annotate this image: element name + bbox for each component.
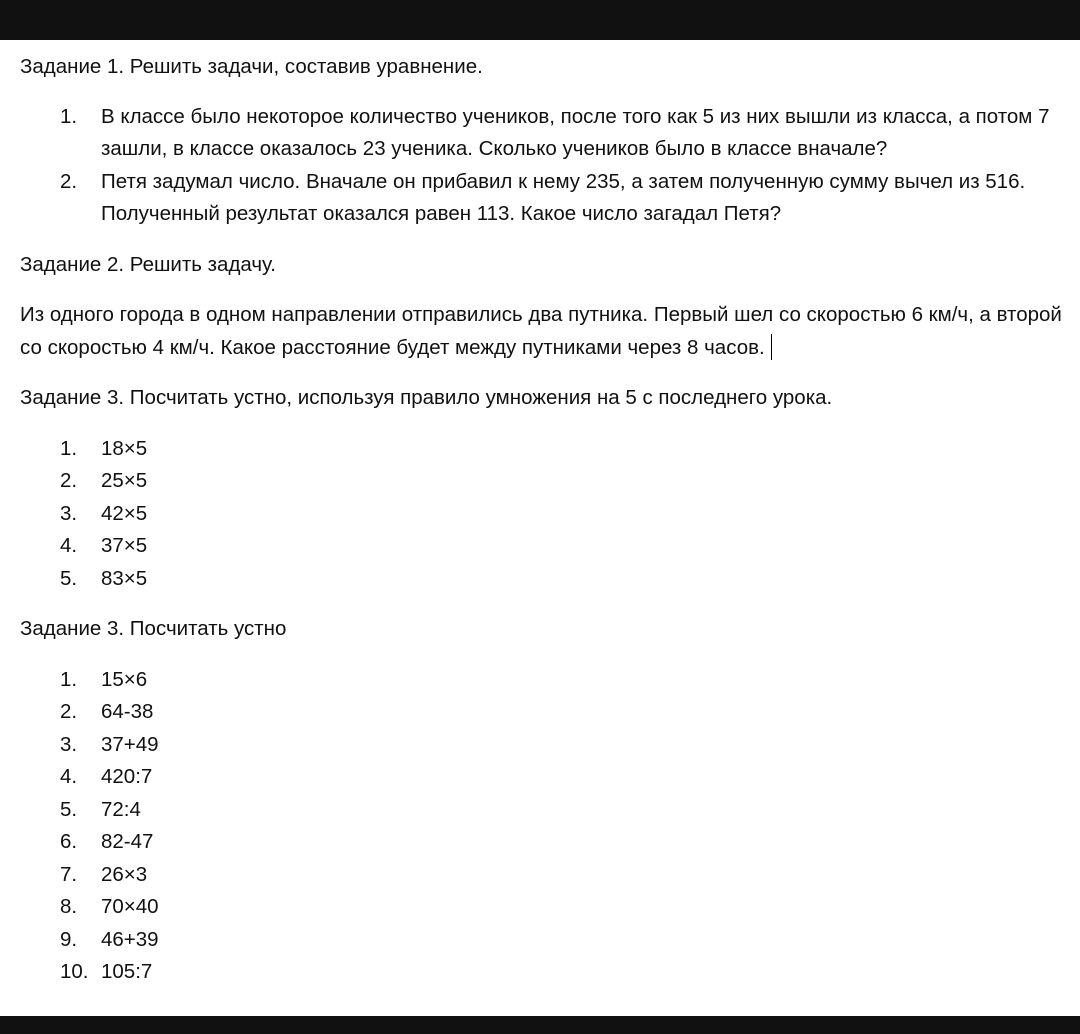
list-item-text: 82-47	[101, 830, 154, 853]
list-item-number: 9.	[60, 927, 78, 951]
list-item	[20, 498, 1072, 531]
list-item-number: 8.	[60, 895, 78, 918]
task2-paragraph	[20, 299, 1072, 364]
list-item	[20, 530, 1072, 563]
task2-heading: Задание 2. Решить задачу.	[20, 252, 276, 276]
list-item	[20, 696, 1072, 729]
list-item-number: 4.	[60, 765, 78, 788]
list-item-number: 10.	[60, 960, 89, 983]
task3b-list	[20, 664, 1072, 989]
list-item	[20, 664, 1072, 697]
list-item	[20, 563, 1072, 596]
task3a-list	[20, 433, 1072, 596]
list-item	[20, 956, 1072, 989]
top-black-bar	[0, 0, 1080, 40]
list-item	[20, 166, 1072, 231]
list-item-text: 83×5	[101, 566, 148, 590]
list-item-number: 1.	[60, 436, 78, 460]
list-item-number: 6.	[60, 830, 78, 853]
list-item	[20, 101, 1072, 166]
list-item-text: 26×3	[101, 862, 148, 886]
list-item-text: 15×6	[101, 667, 148, 691]
list-item-number: 3.	[60, 501, 78, 525]
list-item-text: 37×5	[101, 534, 148, 557]
list-item-number: 1.	[60, 104, 78, 128]
list-item-number: 2.	[60, 469, 78, 492]
list-item-text: 46+39	[101, 927, 159, 951]
list-item-number: 5.	[60, 797, 78, 821]
list-item	[20, 465, 1072, 498]
task3a-heading: Задание 3. Посчитать устно, используя правило умножения на 5 с последнего урока.	[20, 386, 833, 409]
list-item	[20, 729, 1072, 762]
list-item	[20, 826, 1072, 859]
document-body	[20, 40, 1072, 989]
task2-text: Из одного города в одном направлении отправились два путника. Первый шел со скоростью 6 км/ч, а второй со скоростью 4 км/ч. Какое расстояние будет между путниками через 8 часов.	[20, 303, 1062, 359]
task1-heading: Задание 1. Решить задачи, составив уравнение.	[20, 55, 483, 78]
task1-list	[20, 101, 1072, 231]
list-item	[20, 761, 1072, 794]
list-item-number: 1.	[60, 667, 78, 691]
list-item	[20, 794, 1072, 827]
list-item	[20, 924, 1072, 957]
list-item-text: 37+49	[101, 732, 159, 756]
list-item	[20, 433, 1072, 466]
list-item-text: 72:4	[101, 797, 141, 821]
list-item-text: В классе было некоторое количество учеников, после того как 5 из них вышли из класса, а потом 7 зашли, в классе оказалось 23 ученика. Сколько учеников было в классе вначале?	[101, 104, 1050, 160]
list-item-text: 25×5	[101, 469, 148, 492]
list-item-number: 2.	[60, 700, 78, 723]
list-item-text: 420:7	[101, 765, 153, 788]
task3b-heading: Задание 3. Посчитать устно	[20, 617, 287, 640]
list-item	[20, 859, 1072, 892]
list-item-number: 2.	[60, 169, 78, 193]
list-item-text: 64-38	[101, 700, 154, 723]
list-item-number: 7.	[60, 862, 78, 886]
list-item-text: 105:7	[101, 960, 153, 983]
list-item-text: 70×40	[101, 895, 159, 918]
document-page	[0, 40, 1080, 1016]
list-item-text: 42×5	[101, 501, 148, 525]
list-item-text: Петя задумал число. Вначале он прибавил к нему 235, а затем полученную сумму вычел из 516. Полученный результат оказался равен 113. Какое число загадал Петя?	[101, 169, 1026, 225]
list-item-text: 18×5	[101, 436, 148, 460]
list-item-number: 5.	[60, 566, 78, 590]
list-item	[20, 891, 1072, 924]
list-item-number: 3.	[60, 732, 78, 756]
text-cursor	[771, 334, 772, 360]
bottom-black-bar	[0, 1016, 1080, 1034]
list-item-number: 4.	[60, 534, 78, 557]
